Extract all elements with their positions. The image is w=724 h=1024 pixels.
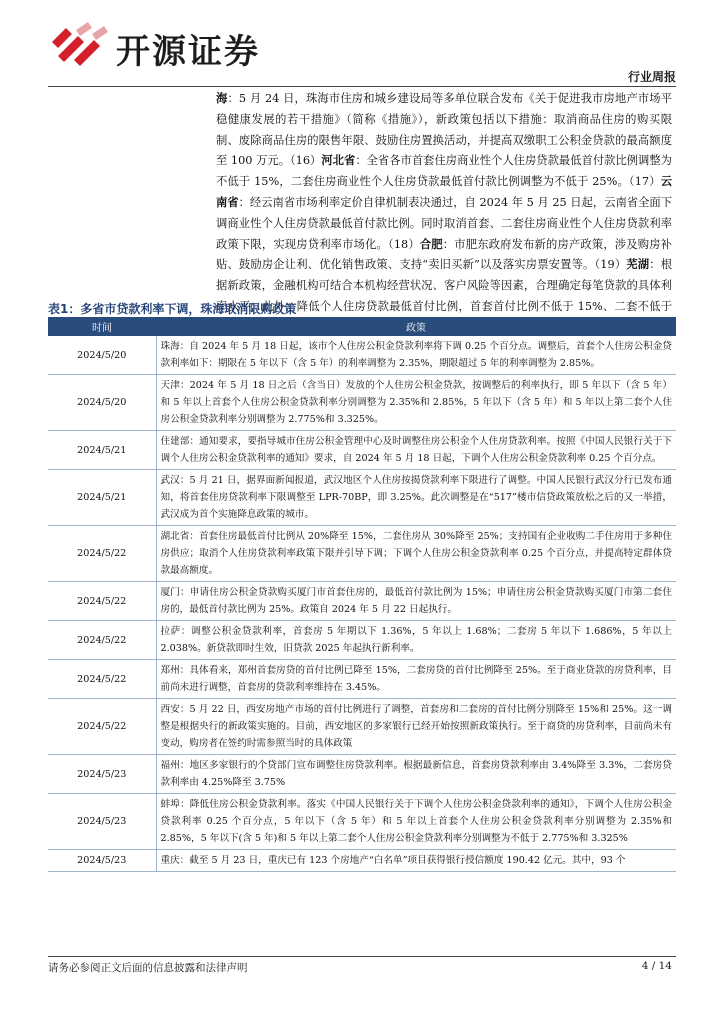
table-row bbox=[48, 699, 676, 755]
row-policy: 厦门：申请住房公积金贷款购买厦门市首套住房的，最低首付款比例为 15%；申请住房公积金贷款购买厦门市第二套住房的，最低首付款比例为 25%。政策自 2024 年 5 月 22 日起执行。 bbox=[156, 582, 676, 621]
company-logo bbox=[48, 20, 278, 72]
row-date: 2024/5/23 bbox=[48, 755, 156, 794]
table-row bbox=[48, 755, 676, 794]
row-policy: 郑州：具体看来，郑州首套房贷的首付比例已降至 15%，二套房贷的首付比例降至 25%。至于商业贷款的房贷利率，目前尚未进行调整，首套房的贷款利率维持在 3.45%。 bbox=[156, 660, 676, 699]
intro-text-3: ：经云南省市场利率定价自律机制表决通过，自 2024 年 5 月 25 日起，云南省全面下调商业性个人住房贷款最低首付款比例。同时取消首套、二套住房商业性个人住房贷款利率政策下限，实现房贷利率市场化。（18） bbox=[216, 195, 672, 251]
table-row bbox=[48, 431, 676, 470]
intro-text-2: ：全省各市首套住房商业性个人住房贷款最低首付款比例调整为不低于 15%，二套住房商业性个人住房贷款最低首付款比例调整为不低于 25%。（17） bbox=[216, 154, 672, 189]
row-policy: 重庆：截至 5 月 23 日，重庆已有 123 个房地产“白名单”项目获得银行授信额度 190.42 亿元。其中，93 个 bbox=[156, 850, 676, 872]
page-number: 4 / 14 bbox=[641, 960, 672, 972]
row-date: 2024/5/20 bbox=[48, 336, 156, 375]
row-policy: 武汉：5 月 21 日，据界面新闻报道，武汉地区个人住房按揭贷款利率下限进行了调整。中国人民银行武汉分行已发布通知，将首套住房贷款利率下限调整至 LPR-70BP，即 3.25%。此次调整是在“517”楼市信贷政策放松之后的又一举措，武汉成为首个实施降息政策的城市。 bbox=[156, 470, 676, 526]
column-header-date: 时间 bbox=[48, 317, 156, 336]
column-header-policy: 政策 bbox=[156, 317, 676, 336]
row-date: 2024/5/23 bbox=[48, 850, 156, 872]
table-row bbox=[48, 660, 676, 699]
row-policy: 天津：2024 年 5 月 18 日之后（含当日）发放的个人住房公积金贷款，按调整后的利率执行，即 5 年以下（含 5 年）和 5 年以上首套个人住房公积金贷款利率分别调整为 2.35%和 2.85%，5 年以下（含 5 年）和 5 年以上第二套个人住房公积金贷款利率分别调整为 2.775%和 3.325%。 bbox=[156, 375, 676, 431]
header-divider bbox=[48, 86, 676, 87]
row-date: 2024/5/22 bbox=[48, 621, 156, 660]
intro-text-5: ：根据新政策，金融机构可结合本机构经营状况、客户风险等因素，合理确定每笔贷款的具体利率水平。此外，降低个人住房贷款最低首付比例，首套首付比例不低于 15%、二套不低于 bbox=[216, 258, 672, 313]
intro-city-zhuhai: 海 bbox=[216, 92, 228, 105]
row-policy: 湖北省：首套住房最低首付比例从 20%降至 15%，二套住房从 30%降至 25%；支持国有企业收购二手住房用于多种住房供应；取消个人住房贷款利率政策下限并引导下调；下调个人住房公积金贷款利率 0.25 个百分点，并提高特定群体贷款最高额度。 bbox=[156, 526, 676, 582]
intro-text-4: ：市肥东政府发布新的房产政策，涉及购房补贴、鼓励房企让利、优化销售政策、支持“卖旧买新”以及落实房票安置等。（19） bbox=[216, 237, 672, 272]
row-policy: 西安：5 月 22 日，西安房地产市场的首付比例进行了调整，首套房和二套房的首付比例分别降至 15%和 25%。这一调整是根据央行的新政策实施的。目前，西安地区的多家银行已经开始按照新政策执行。至于商贷的房贷利率，目前尚未有变动，购房者在签约时需参照当时的具体政策 bbox=[156, 699, 676, 755]
table-title: 表1：多省市贷款利率下调，珠海取消限购政策 bbox=[48, 302, 297, 316]
row-policy: 福州：地区多家银行的个贷部门宣布调整住房贷款利率。根据最新信息，首套房贷款利率由 3.4%降至 3.3%，二套房贷款利率由 4.25%降至 3.75% bbox=[156, 755, 676, 794]
intro-text-1: ：5 月 24 日，珠海市住房和城乡建设局等多单位联合发布《关于促进我市房地产市场平稳健康发展的若干措施》（简称《措施》），新政策包括以下措施：取消商品住房的购买限制、废除商品住房的限售年限、鼓励住房置换活动，并提高双缴职工公积金贷款的最高额度至 100 万元。（16） bbox=[216, 92, 672, 168]
table-header-row bbox=[48, 317, 676, 336]
row-date: 2024/5/22 bbox=[48, 699, 156, 755]
table-row bbox=[48, 850, 676, 872]
footer-disclaimer: 请务必参阅正文后面的信息披露和法律声明 bbox=[48, 962, 248, 974]
row-policy: 蚌埠：降低住房公积金贷款利率。落实《中国人民银行关于下调个人住房公积金贷款利率的通知》，下调个人住房公积金贷款利率 0.25 个百分点，5 年以下（含 5 年）和 5 年以上首套个人住房公积金贷款利率分别调整为 2.35%和 2.85%，5 年以下(含 5 年)和 5 年以上第二套个人住房公积金贷款利率分别调整为不低于 2.775%和 3.325% bbox=[156, 794, 676, 850]
row-policy: 住建部：通知要求，要指导城市住房公积金管理中心及时调整住房公积金个人住房贷款利率。按照《中国人民银行关于下调个人住房公积金贷款利率的通知》要求，自 2024 年 5 月 18 日起，下调个人住房公积金贷款利率 0.25 个百分点。 bbox=[156, 431, 676, 470]
report-type: 行业周报 bbox=[627, 70, 676, 84]
intro-province-hebei: 河北省 bbox=[321, 154, 356, 168]
kaiyuan-logo-icon bbox=[48, 20, 110, 68]
row-date: 2024/5/22 bbox=[48, 660, 156, 699]
row-policy: 拉萨：调整公积金贷款利率，首套房 5 年期以下 1.36%，5 年以上 1.68%；二套房 5 年以下 1.686%，5 年以上 2.038%。新贷款即时生效，旧贷款 2025 年起执行新利率。 bbox=[156, 621, 676, 660]
row-date: 2024/5/22 bbox=[48, 526, 156, 582]
row-date: 2024/5/21 bbox=[48, 470, 156, 526]
table-row bbox=[48, 375, 676, 431]
brand-name: 开源证券 bbox=[116, 32, 260, 72]
table-row bbox=[48, 621, 676, 660]
table-row bbox=[48, 336, 676, 375]
table-row bbox=[48, 582, 676, 621]
row-date: 2024/5/20 bbox=[48, 375, 156, 431]
policy-table bbox=[48, 317, 676, 872]
intro-province-yunnan: 云南省 bbox=[216, 175, 672, 209]
intro-city-wuhu: 芜湖 bbox=[626, 258, 650, 272]
row-date: 2024/5/22 bbox=[48, 582, 156, 621]
table-row bbox=[48, 470, 676, 526]
footer-divider bbox=[48, 956, 676, 957]
table-row bbox=[48, 526, 676, 582]
table-row bbox=[48, 794, 676, 850]
row-policy: 珠海：自 2024 年 5 月 18 日起，该市个人住房公积金贷款利率将下调 0.25 个百分点。调整后，首套个人住房公积金贷款利率如下：期限在 5 年以下（含 5 年）的利率调整为 2.35%，期限超过 5 年的利率调整为 2.85%。 bbox=[156, 336, 676, 375]
row-date: 2024/5/21 bbox=[48, 431, 156, 470]
intro-city-hefei: 合肥 bbox=[419, 237, 443, 251]
row-date: 2024/5/23 bbox=[48, 794, 156, 850]
